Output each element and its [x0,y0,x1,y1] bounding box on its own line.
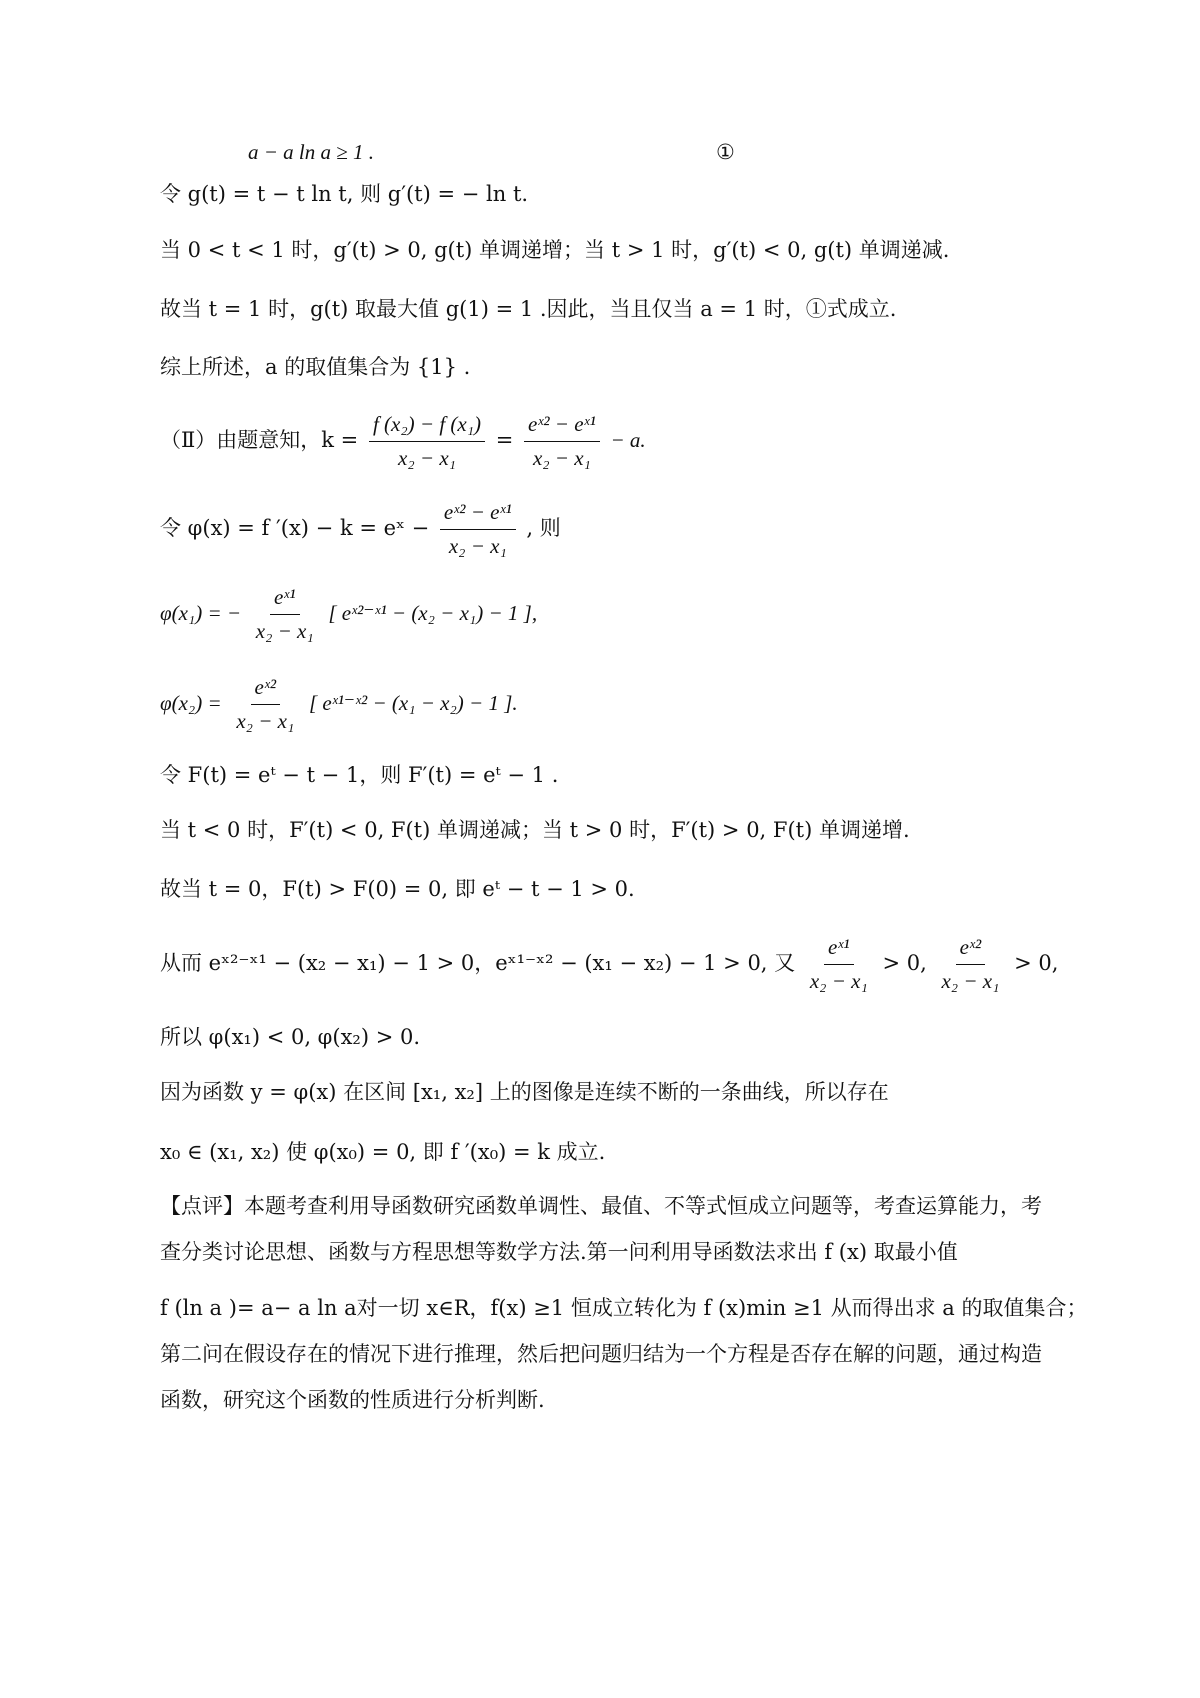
fraction: $\frac{\text{eˣ¹}}{\text{x₂ − x₁}}$ [255,585,314,644]
fraction: $\frac{\text{eˣ²}}{\text{x₂ − x₁}}$ [941,935,1000,994]
line-define-phi: 令 φ(x) = f ′(x) − k = eˣ − $\frac{\text{eˣ² − eˣ¹}}{\text{x₂ − x₁}}$ , 则 [160,500,561,559]
fraction: $\frac{\text{eˣ²}}{\text{x₂ − x₁}}$ [236,675,295,734]
line-define-g: 令 g(t) = t − t ln t, 则 g′(t) = − ln t. [160,182,529,206]
line-conclusion-a: 综上所述，a 的取值集合为 {1} . [160,355,471,379]
formula-text: a − a ln a ≥ 1 . [248,140,375,164]
line-therefore: 从而 eˣ²⁻ˣ¹ − (x₂ − x₁) − 1 > 0，eˣ¹⁻ˣ² − (x₁ − x₂) − 1 > 0, 又 $\frac{\text{eˣ¹}}{\text{x₂ − x₁}}$ > 0, $\frac{\text{eˣ²}}{\text{x₂ − x₁}}$ > 0, [160,935,1059,994]
line-g-monotonic: 当 0 < t < 1 时，g′(t) > 0, g(t) 单调递增；当 t > 1 时，g′(t) < 0, g(t) 单调递减. [160,238,950,262]
review-text-3: 第二问在假设存在的情况下进行推理，然后把问题归结为一个方程是否存在解的问题，通过构造函数，研究这个函数的性质进行分析判断. [160,1342,1042,1412]
line-F-monotonic: 当 t < 0 时，F′(t) < 0, F(t) 单调递减；当 t > 0 时，F′(t) > 0, F(t) 单调递增. [160,818,910,842]
line-part2-k: （Ⅱ）由题意知，k = $\frac{\text{f (x₂) − f (x₁)}}{\text{x₂ − x₁}}$ = $\frac{\text{eˣ² − eˣ¹}}{\text{x₂ − x₁}}$ − a. [160,412,646,471]
formula-line-1 [248,140,374,165]
line-continuity: 因为函数 y = φ(x) 在区间 [x₁, x₂] 上的图像是连续不断的一条曲线，所以存在 [160,1080,889,1104]
fraction: $\frac{\text{eˣ¹}}{\text{x₂ − x₁}}$ [809,935,868,994]
review-paragraph [160,1183,1088,1423]
fraction: $\frac{\text{eˣ² − eˣ¹}}{\text{x₂ − x₁}}$ [524,412,600,471]
line-phi-x1: φ(x₁) = − $\frac{\text{eˣ¹}}{\text{x₂ − x₁}}$ [ eˣ²⁻ˣ¹ − (x₂ − x₁) − 1 ], [160,585,538,644]
line-g-max: 故当 t = 1 时，g(t) 取最大值 g(1) = 1 .因此，当且仅当 a = 1 时，①式成立. [160,297,897,321]
line-phi-signs: 所以 φ(x₁) < 0, φ(x₂) > 0. [160,1025,421,1049]
fraction: $\frac{\text{eˣ² − eˣ¹}}{\text{x₂ − x₁}}$ [440,500,516,559]
line-phi-x2: φ(x₂) = $\frac{\text{eˣ²}}{\text{x₂ − x₁}}$ [ eˣ¹⁻ˣ² − (x₁ − x₂) − 1 ]. [160,675,518,734]
line-F-positive: 故当 t = 0，F(t) > F(0) = 0, 即 eᵗ − t − 1 > 0. [160,877,635,901]
line-define-F: 令 F(t) = eᵗ − t − 1，则 F′(t) = eᵗ − 1 . [160,763,559,787]
review-text-1: 【点评】本题考查利用导函数研究函数单调性、最值、不等式恒成立问题等，考查运算能力，考查分类讨论思想、函数与方程思想等数学方法.第一问利用导函数法求出 f (x) 取最小值 [160,1194,1042,1264]
review-text-2: f (ln a )= a− a ln a对一切 x∈R，f(x) ≥1 恒成立转化为 f (x)min ≥1 从而得出求 a 的取值集合； [160,1296,1088,1320]
line-existence: x₀ ∈ (x₁, x₂) 使 φ(x₀) = 0, 即 f ′(x₀) = k 成立. [160,1140,606,1164]
formula-marker: ① [716,140,735,164]
fraction: $\frac{\text{f (x₂) − f (x₁)}}{\text{x₂ − x₁}}$ [369,412,485,471]
